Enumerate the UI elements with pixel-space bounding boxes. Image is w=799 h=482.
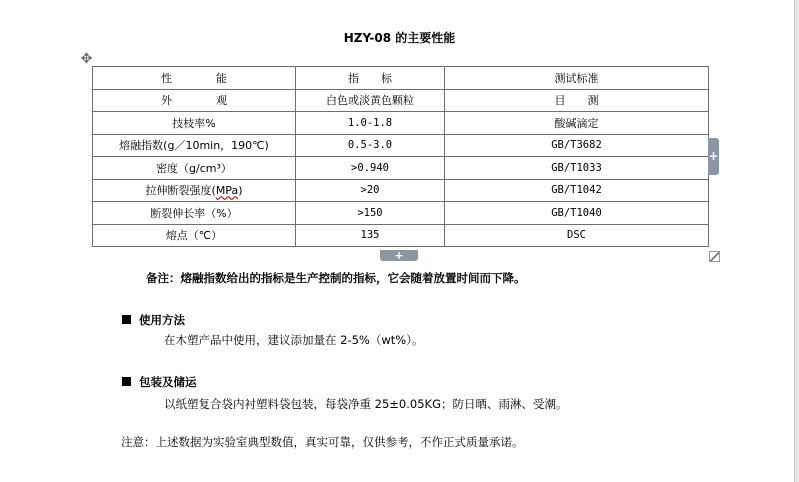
add-column-button[interactable]: +	[708, 138, 719, 175]
table-cell[interactable]: GB/T3682	[445, 134, 709, 157]
table-row	[93, 179, 709, 202]
table-cell[interactable]: GB/T1033	[445, 157, 709, 180]
square-bullet-icon	[122, 377, 131, 386]
table-move-handle-icon[interactable]: ✥	[80, 51, 93, 67]
header-cell-value[interactable]: 指 标	[296, 67, 445, 90]
table-cell[interactable]: >150	[296, 202, 445, 225]
table-row	[93, 224, 709, 247]
square-bullet-icon	[122, 315, 131, 324]
table-cell[interactable]: DSC	[445, 224, 709, 247]
table-cell[interactable]: 0.5-3.0	[296, 134, 445, 157]
table-cell[interactable]: GB/T1042	[445, 179, 709, 202]
table-row	[93, 112, 709, 135]
section-heading-label: 使用方法	[139, 313, 185, 327]
section-heading-usage	[122, 312, 185, 328]
table-cell[interactable]: 135	[296, 224, 445, 247]
document-title: HZY-08 的主要性能	[343, 31, 456, 45]
disclaimer-note: 注意：上述数据为实验室典型数值，真实可靠，仅供参考，不作正式质量承诺。	[121, 435, 524, 449]
table-cell[interactable]: 1.0-1.8	[296, 112, 445, 135]
table-cell[interactable]: 断裂伸长率（%）	[93, 202, 296, 225]
table-resize-handle-icon[interactable]	[709, 251, 720, 262]
table-cell[interactable]: >0.940	[296, 157, 445, 180]
table-cell[interactable]: 拉伸断裂强度(MPa)	[93, 179, 296, 202]
table-cell[interactable]: 密度（g/cm³）	[93, 157, 296, 180]
section-body-usage: 在木塑产品中使用，建议添加量在 2-5%（wt%）。	[164, 333, 424, 347]
table-row	[93, 157, 709, 180]
section-heading-label: 包装及储运	[139, 375, 197, 389]
table-row	[93, 134, 709, 157]
table-cell[interactable]: 酸碱滴定	[445, 112, 709, 135]
table-note: 备注：熔融指数给出的指标是生产控制的指标，它会随着放置时间而下降。	[146, 271, 526, 285]
table-cell[interactable]: GB/T1040	[445, 202, 709, 225]
page-edge	[794, 0, 799, 482]
table-cell[interactable]: 白色或淡黄色颗粒	[296, 89, 445, 112]
table-header-row	[93, 67, 709, 90]
table-cell[interactable]: 技枝率%	[93, 112, 296, 135]
table-cell[interactable]: 外 观	[93, 89, 296, 112]
table-row	[93, 89, 709, 112]
section-heading-packaging	[122, 374, 197, 390]
table-cell[interactable]: 熔融指数(g／10min，190℃)	[93, 134, 296, 157]
table-cell[interactable]: 熔点（℃）	[93, 224, 296, 247]
properties-table	[92, 66, 709, 247]
table-cell[interactable]: 目 测	[445, 89, 709, 112]
header-cell-property[interactable]: 性 能	[93, 67, 296, 90]
section-body-packaging: 以纸塑复合袋内衬塑料袋包装，每袋净重 25±0.05KG；防日晒、雨淋、受潮。	[164, 397, 568, 411]
table-row	[93, 202, 709, 225]
table-cell[interactable]: >20	[296, 179, 445, 202]
add-row-button[interactable]: +	[380, 250, 418, 261]
header-cell-standard[interactable]: 测试标准	[445, 67, 709, 90]
